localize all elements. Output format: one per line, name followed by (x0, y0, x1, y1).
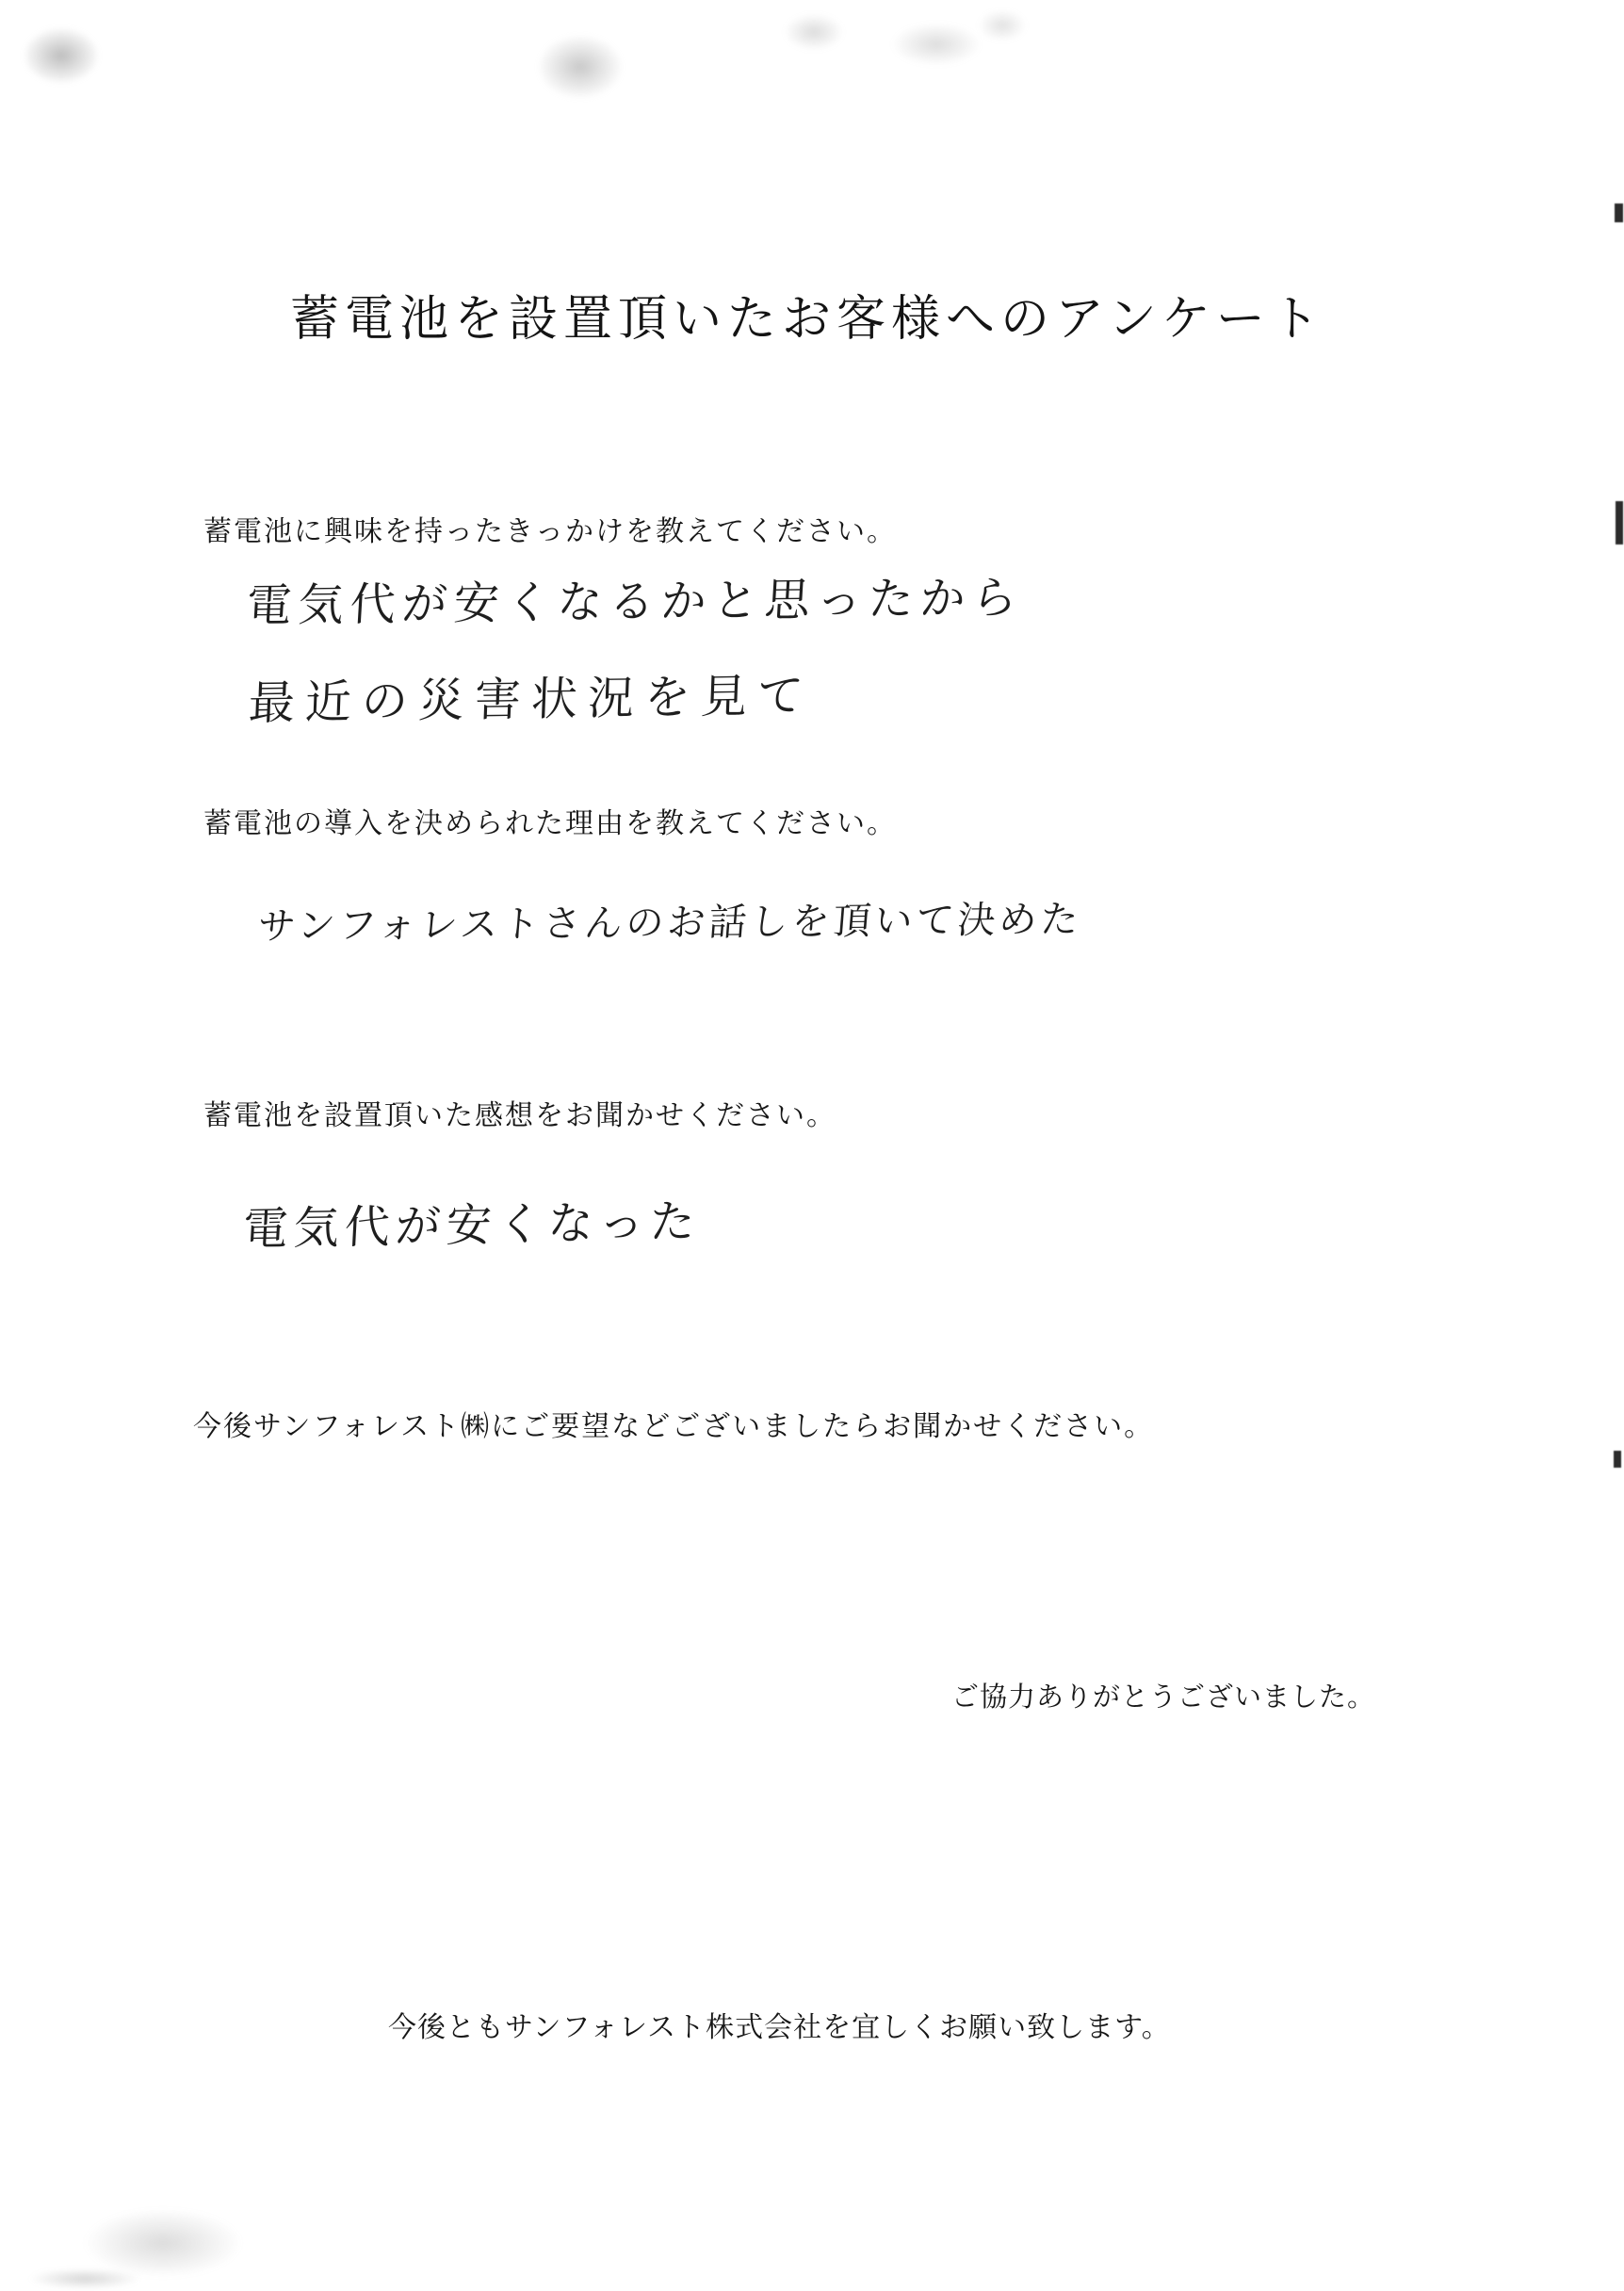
scan-smudge-top-right-1 (784, 13, 844, 51)
closing-thanks-text: ご協力ありがとうございました。 (951, 1682, 1376, 1713)
handwritten-answer-3: 電気代が安くなった (241, 1194, 703, 1257)
document-title: 蓄電池を設置頂いたお客様へのアンケート (290, 292, 1325, 347)
handwritten-answer-2: サンフォレストさんのお話しを頂いて決めた (255, 898, 1084, 949)
scan-smudge-top-center (539, 36, 622, 98)
question-3-label: 蓄電池を設置頂いた感想をお聞かせください。 (203, 1100, 836, 1131)
handwritten-answer-1-line-2: 最近の災害状況を見て (247, 668, 815, 731)
scan-smudge-top-right-2 (891, 23, 982, 66)
question-2-label: 蓄電池の導入を決められた理由を教えてください。 (203, 808, 897, 839)
scan-smudge-top-right-3 (978, 9, 1027, 41)
scan-edge-mark-2 (1616, 501, 1623, 544)
question-4-label: 今後サンフォレスト㈱にご要望などございましたらお聞かせください。 (193, 1411, 1155, 1442)
question-1-label: 蓄電池に興味を持ったきっかけを教えてください。 (203, 516, 897, 547)
scan-smudge-bottom-left-2 (28, 2268, 141, 2289)
scan-smudge-top-left (24, 28, 98, 83)
scan-edge-mark-1 (1615, 203, 1623, 222)
scan-smudge-bottom-left (83, 2208, 243, 2278)
handwritten-answer-1-line-1: 電気代が安くなるかと思ったから (245, 571, 1026, 633)
scan-edge-mark-3 (1614, 1451, 1621, 1468)
footer-note: 今後ともサンフォレスト株式会社を宜しくお願い致します。 (388, 2012, 1171, 2043)
